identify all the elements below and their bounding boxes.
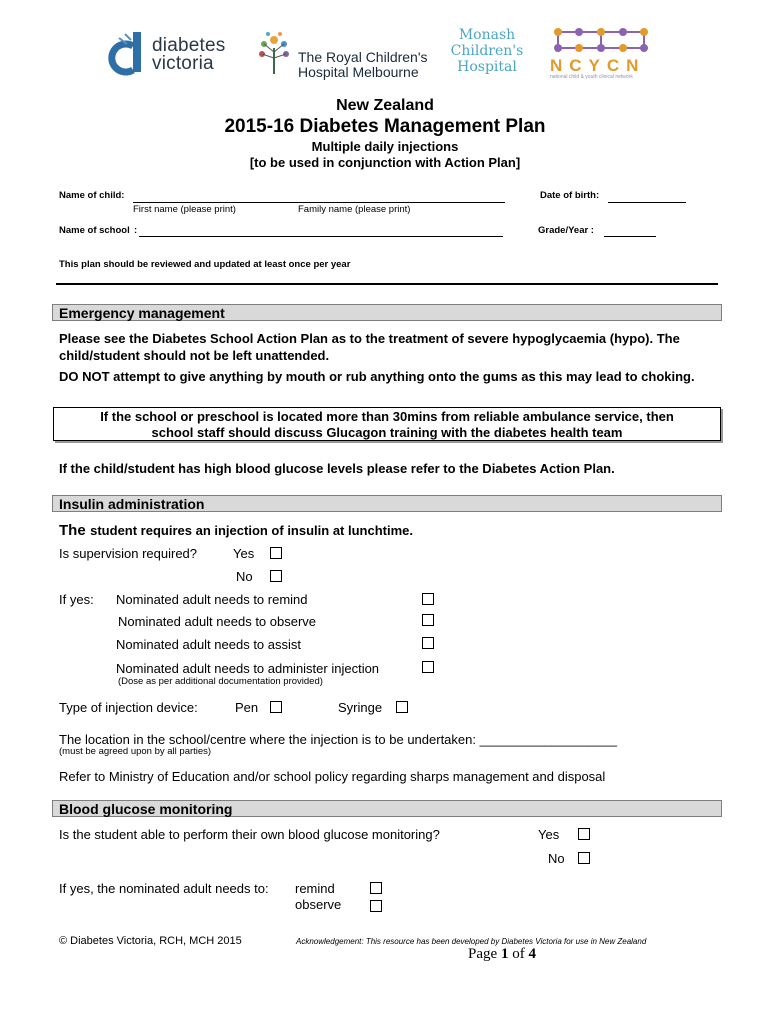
location-label: The location in the school/centre where the injection is to be undertaken:: [59, 732, 476, 747]
emergency-heading: Emergency management: [52, 304, 722, 321]
option-remind-label: Nominated adult needs to remind: [116, 592, 308, 607]
bgm-yes-label: Yes: [538, 827, 560, 842]
page-title: 2015-16 Diabetes Management Plan: [224, 116, 546, 137]
bgm-question: Is the student able to perform their own blood glucose monitoring?: [59, 827, 440, 842]
rch-logo: [254, 28, 428, 80]
subtitle-2: [to be used in conjunction with Action Plan]: [249, 155, 521, 170]
option-observe-label: Nominated adult needs to observe: [118, 614, 317, 629]
insulin-heading: Insulin administration: [52, 495, 722, 512]
name-of-child-label: Name of child:: [59, 190, 125, 201]
bgm-no-checkbox[interactable]: [578, 852, 590, 864]
supervision-yes-label: Yes: [233, 546, 255, 561]
option-remind-checkbox[interactable]: [422, 593, 434, 605]
page-current: 1: [500, 946, 509, 962]
device-label: Type of injection device:: [59, 700, 198, 715]
monash-line2: Children's: [450, 43, 524, 59]
bgm-remind-checkbox[interactable]: [370, 882, 382, 894]
dv-line1: diabetes: [152, 35, 226, 56]
pen-label: Pen: [235, 700, 259, 715]
glucagon-note-line-1: If the school or preschool is located more than 30mins from reliable ambulance service, then: [100, 409, 674, 424]
location-note: (must be agreed upon by all parties): [59, 746, 212, 757]
dose-note: (Dose as per additional documentation provided): [118, 676, 323, 687]
emergency-para-2: DO NOT attempt to give anything by mouth or rub anything onto the gums as this may lead to choking.: [59, 369, 695, 384]
divider: [56, 283, 718, 285]
insulin-requirement-rest: student requires an injection of insulin at lunchtime.: [90, 523, 413, 538]
emergency-para-1: Please see the Diabetes School Action Plan as to the treatment of severe hypoglycaemia (hypo). The child/student should not be left unattended.: [59, 331, 680, 363]
name-of-child-field[interactable]: [133, 202, 505, 203]
acknowledgement: Acknowledgement: This resource has been developed by Diabetes Victoria for use in New Zealand: [296, 937, 647, 946]
page-total: 4: [528, 946, 536, 962]
monash-line1: Monash: [458, 27, 516, 43]
high-bg-note: If the child/student has high blood glucose levels please refer to the Diabetes Action Plan.: [59, 461, 615, 476]
option-assist-label: Nominated adult needs to assist: [116, 637, 301, 652]
insulin-requirement: [59, 522, 413, 540]
option-assist-checkbox[interactable]: [422, 637, 434, 649]
option-administer-checkbox[interactable]: [422, 661, 434, 673]
option-observe-checkbox[interactable]: [422, 614, 434, 626]
bgm-no-label: No: [548, 851, 565, 866]
ncycn-network-icon: [548, 26, 656, 56]
supervision-yes-checkbox[interactable]: [270, 547, 282, 559]
family-name-hint: Family name (please print): [298, 204, 411, 215]
supervision-no-checkbox[interactable]: [270, 570, 282, 582]
monash-line3: Hospital: [457, 59, 517, 75]
glucagon-note-line-2: school staff should discuss Glucagon training with the diabetes health team: [151, 425, 623, 440]
supervision-no-label: No: [236, 569, 253, 584]
rch-line2: Hospital Melbourne: [298, 64, 419, 80]
school-field[interactable]: [139, 236, 503, 237]
syringe-label: Syringe: [338, 700, 383, 715]
sharps-note: Refer to Ministry of Education and/or school policy regarding sharps management and disposal: [59, 769, 606, 784]
diabetes-victoria-mark-icon: [105, 30, 149, 76]
bgm-heading: Blood glucose monitoring: [52, 800, 722, 817]
copyright: © Diabetes Victoria, RCH, MCH 2015: [59, 935, 242, 947]
pen-checkbox[interactable]: [270, 701, 282, 713]
school-colon: :: [134, 225, 138, 236]
dob-label: Date of birth:: [540, 190, 600, 201]
insulin-requirement-prefix: The: [59, 522, 86, 539]
location-field[interactable]: ___________________: [479, 732, 617, 747]
rch-tree-icon: [254, 28, 294, 78]
bgm-remind-label: remind: [295, 881, 335, 896]
ncycn-sub: national child & youth clinical network: [550, 74, 633, 80]
first-name-hint: First name (please print): [133, 204, 236, 215]
ncycn-name: NCYCN: [550, 56, 646, 75]
bgm-observe-label: observe: [295, 897, 342, 912]
bgm-observe-checkbox[interactable]: [370, 900, 382, 912]
rch-line1: The Royal Children's: [298, 49, 428, 65]
diabetes-victoria-logo: [105, 30, 235, 78]
dob-field[interactable]: [608, 202, 686, 203]
monash-logo: [446, 26, 528, 82]
bgm-if-yes-label: If yes, the nominated adult needs to:: [59, 881, 269, 896]
of-word: of: [512, 946, 525, 962]
review-note: This plan should be reviewed and updated at least once per year: [59, 259, 351, 270]
dv-line2: victoria: [152, 53, 214, 74]
subtitle-1: Multiple daily injections: [311, 139, 459, 154]
country-heading: New Zealand: [336, 97, 434, 114]
school-label: Name of school: [59, 225, 130, 236]
bgm-yes-checkbox[interactable]: [578, 828, 590, 840]
syringe-checkbox[interactable]: [396, 701, 408, 713]
option-administer-label: Nominated adult needs to administer injection: [116, 661, 380, 676]
glucagon-note-box: [53, 407, 721, 441]
page-word: Page: [468, 946, 498, 962]
ncycn-logo: [548, 26, 656, 80]
supervision-question: Is supervision required?: [59, 546, 198, 561]
page-number: [0, 946, 770, 963]
grade-label: Grade/Year :: [538, 225, 594, 236]
grade-field[interactable]: [604, 236, 656, 237]
if-yes-label: If yes:: [59, 592, 94, 607]
